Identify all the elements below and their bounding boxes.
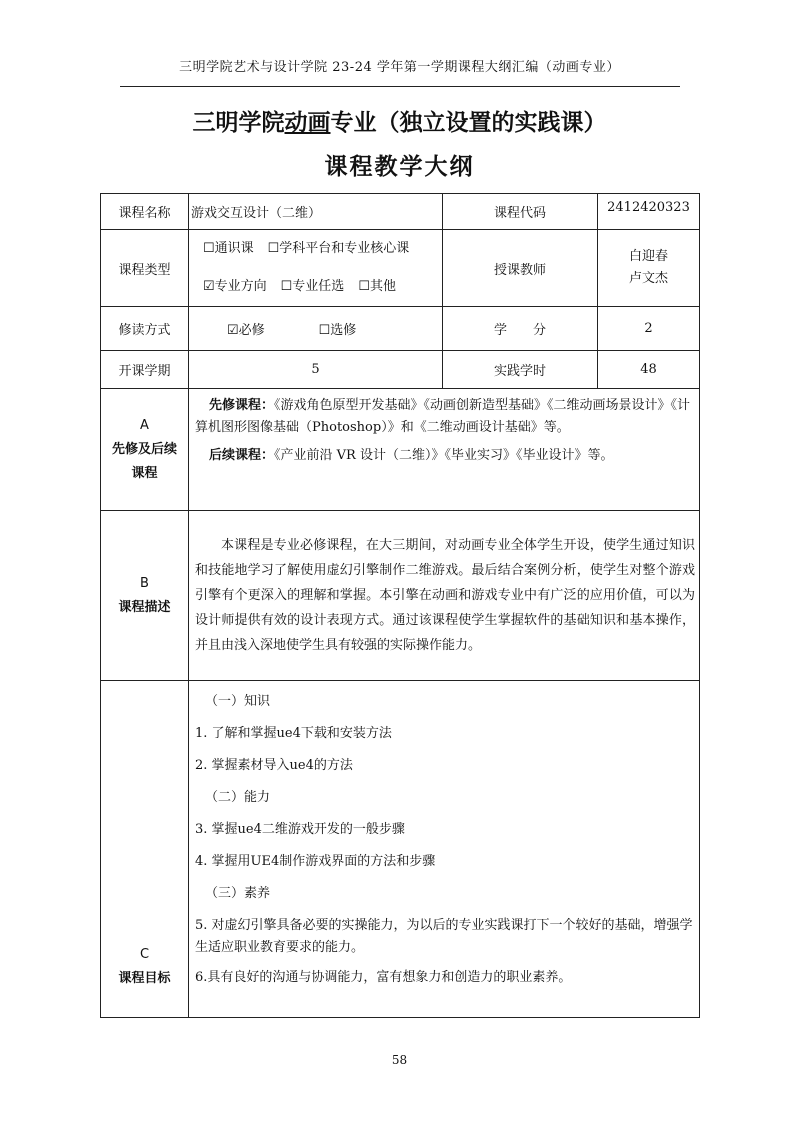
teacher-label: 授课教师 [443,230,598,307]
goal-heading-literacy: （三）素养 [205,886,271,901]
goal-item-6: 6.具有良好的沟通与协调能力，富有想象力和创造力的职业素养。 [195,970,572,985]
followup-text: 《产业前沿 VR 设计（二维）》《毕业实习》《毕业设计》等。 [274,448,614,463]
option-general: ☐通识课 [203,241,254,256]
prerequisites [181,395,697,439]
title-major: 动画 [284,110,331,136]
title-suffix: 专业（独立设置的实践课） [330,110,607,136]
option-direction: ☑专业方向 [203,279,267,294]
course-type-options-line2 [203,268,442,306]
goal-heading-knowledge: （一）知识 [205,694,271,709]
credit-value: 2 [598,307,700,351]
section-c-title: 课程目标 [118,971,171,986]
section-a-letter: A [140,417,149,433]
course-type-label: 课程类型 [101,230,189,307]
section-c-content [189,681,700,1018]
goal-item-4: 4. 掌握用UE4制作游戏界面的方法和步骤 [195,854,436,869]
option-elective: ☐专业任选 [280,279,345,294]
row-course-type [101,230,700,307]
row-study-mode [101,307,700,351]
section-a-title-line1: 先修及后续 [111,441,177,457]
course-description: 本课程是专业必修课程，在大三期间，对动画专业全体学生开设，使学生通过知识和技能地学习了解使用虚幻引擎制作二维游戏。最后结合案例分析，使学生对整个游戏引擎有个更深入的理解和掌握。本引擎在动画和游戏专业中有广泛的应用价值，可以为设计师提供有效的设计表现方式。通过该课程使学生掌握软件的基础知识和基本操作，并且由浅入深地使学生具有较强的实际操作能力。 [195,538,695,653]
title-prefix: 三明学院 [192,110,285,136]
prereq-label: 先修课程： [209,398,275,413]
teacher-name-2: 卢文杰 [628,271,668,286]
section-a-title-line2: 课程 [131,465,158,481]
running-header: 三明学院艺术与设计学院 23-24 学年第一学期课程大纲汇编（动画专业） [179,60,620,75]
teacher-names [598,230,700,307]
goal-item-5: 5. 对虚幻引擎具备必要的实操能力，为以后的专业实践课打下一个较好的基础，增强学生适应职业教育要求的能力。 [195,918,693,955]
section-a-content [189,389,700,511]
semester-label: 开课学期 [101,351,189,389]
option-required: ☑必修 [227,323,265,338]
row-section-a [101,389,700,511]
section-b-content [189,511,700,681]
section-b-label [101,511,189,681]
study-mode-label: 修读方式 [101,307,189,351]
practice-hours-value: 48 [598,351,700,389]
section-c-label [101,681,189,1018]
course-code-value: 2412420323 [598,194,700,230]
section-b-title: 课程描述 [118,599,171,615]
option-core: ☐学科平台和专业核心课 [267,241,410,256]
row-section-b [101,511,700,681]
teacher-name-1: 白迎春 [628,249,668,264]
syllabus-table [100,193,700,1018]
course-type-options [189,230,443,307]
prereq-text: 《游戏角色原型开发基础》《动画创新造型基础》《二维动画场景设计》《计算机图形图像基础（Photoshop）》和《二维动画设计基础》等。 [195,398,691,435]
goal-item-2: 2. 掌握素材导入ue4的方法 [195,758,353,773]
goal-item-1: 1. 了解和掌握ue4下载和安装方法 [195,726,392,741]
course-name-label: 课程名称 [101,194,189,230]
semester-value: 5 [189,351,443,389]
goal-item-3: 3. 掌握ue4二维游戏开发的一般步骤 [195,822,405,837]
section-c-letter: C [139,947,150,962]
section-a-label [101,389,189,511]
course-code-label: 课程代码 [443,194,598,230]
row-section-c [101,681,700,1018]
option-other: ☐其他 [358,279,396,294]
followups [195,445,697,467]
page-number: 58 [391,1053,408,1067]
course-type-options-line1 [203,230,442,268]
row-course-name [101,194,700,230]
course-name-value: 游戏交互设计（二维） [189,194,443,230]
option-optional: ☐选修 [318,323,357,338]
section-b-letter: B [140,575,149,591]
goal-heading-ability: （二）能力 [205,790,271,805]
row-semester [101,351,700,389]
credit-label: 学 分 [443,307,598,351]
study-mode-options [189,307,443,351]
document-title [0,104,799,137]
practice-hours-label: 实践学时 [443,351,598,389]
followup-label: 后续课程： [209,448,275,463]
document-subtitle: 课程教学大纲 [324,154,475,180]
header-rule [120,86,680,87]
